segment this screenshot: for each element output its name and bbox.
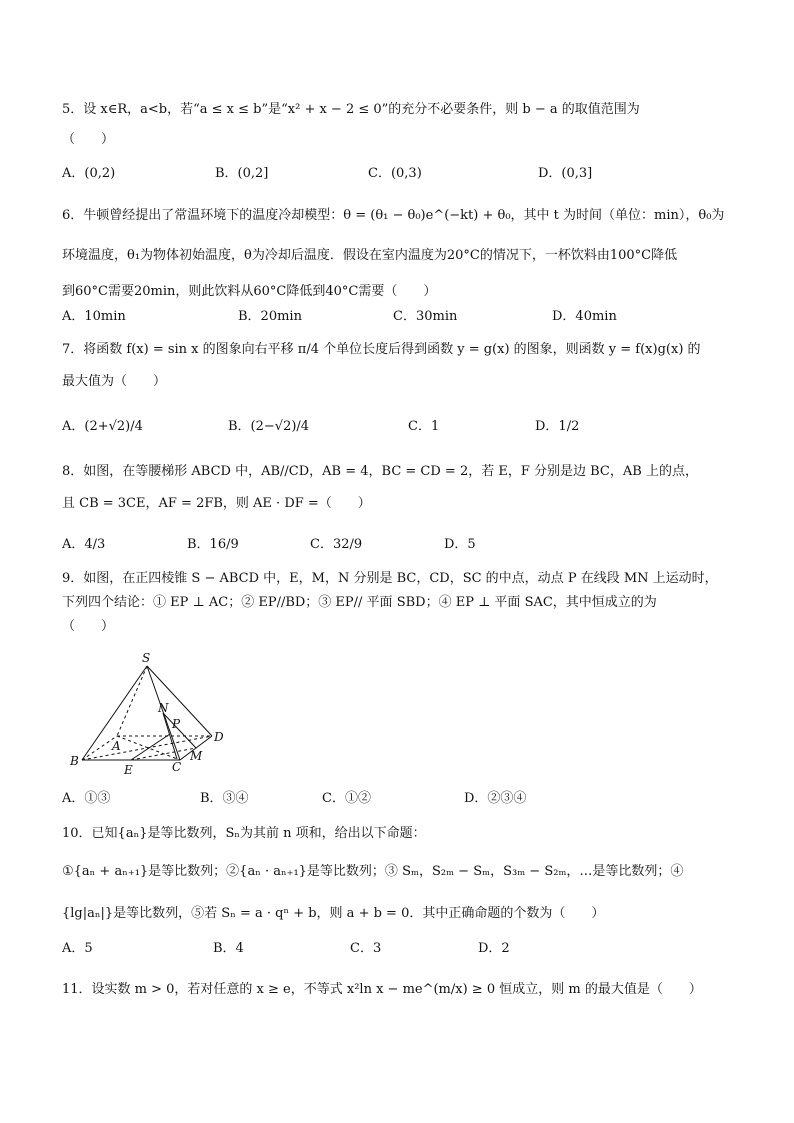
q6-option-a[interactable]: A．10min — [62, 309, 126, 324]
figure-label-p: P — [172, 717, 181, 731]
figure-label-d: D — [214, 730, 224, 744]
figure-label-n: N — [158, 701, 169, 715]
q5-option-c[interactable]: C．(0,3) — [368, 166, 422, 181]
q9-line-3: （ ） — [62, 619, 115, 634]
q8-option-a[interactable]: A．4/3 — [62, 537, 106, 552]
q11-line-1: 11．设实数 m > 0，若对任意的 x ≥ e，不等式 x²ln x − me^(m/x) ≥ 0 恒成立，则 m 的最大值是（ ） — [62, 982, 702, 997]
q5-option-b[interactable]: B．(0,2] — [215, 166, 269, 181]
q6-line-2: 环境温度，θ₁为物体初始温度，θ为冷却后温度．假设在室内温度为20°C的情况下，一杯饮料由100°C降低 — [62, 248, 678, 263]
q5-option-d[interactable]: D．(0,3] — [538, 166, 593, 181]
q7-option-c[interactable]: C．1 — [408, 419, 440, 434]
q6-option-d[interactable]: D．40min — [552, 309, 617, 324]
q8-line-1: 8．如图，在等腰梯形 ABCD 中，AB//CD，AB = 4，BC = CD = 2，若 E，F 分别是边 BC，AB 上的点， — [62, 464, 698, 479]
q7-line-2: 最大值为（ ） — [62, 374, 167, 389]
pyramid-figure — [62, 644, 232, 784]
q5-line-1: 5．设 x∈R，a<b，若“a ≤ x ≤ b”是“x² + x − 2 ≤ 0”的充分不必要条件，则 b − a 的取值范围为 — [62, 102, 640, 117]
figure-label-e: E — [124, 763, 133, 777]
q9-option-c[interactable]: C．①② — [322, 791, 371, 806]
q6-option-b[interactable]: B．20min — [238, 309, 302, 324]
figure-label-m: M — [190, 749, 203, 763]
q8-line-2: 且 CB = 3CE，AF = 2FB，则 AE · DF =（ ） — [62, 496, 371, 511]
q9-option-d[interactable]: D．②③④ — [464, 791, 527, 806]
q7-option-a[interactable]: A．(2+√2)/4 — [62, 419, 143, 434]
q10-option-d[interactable]: D．2 — [478, 941, 510, 956]
q7-option-b[interactable]: B．(2−√2)/4 — [228, 419, 310, 434]
q9-line-1: 9．如图，在正四棱锥 S − ABCD 中，E，M，N 分别是 BC，CD，SC 的中点，动点 P 在线段 MN 上运动时， — [62, 571, 718, 586]
q10-option-b[interactable]: B．4 — [213, 941, 244, 956]
figure-label-b: B — [70, 754, 79, 768]
q7-line-1: 7．将函数 f(x) = sin x 的图象向右平移 π/4 个单位长度后得到函数 y = g(x) 的图象，则函数 y = f(x)g(x) 的 — [62, 342, 701, 357]
q5-option-a[interactable]: A．(0,2) — [62, 166, 116, 181]
q10-option-a[interactable]: A．5 — [62, 941, 93, 956]
q10-line-3: {lg|aₙ|}是等比数列，⑤若 Sₙ = a · qⁿ + b，则 a + b = 0．其中正确命题的个数为（ ） — [62, 906, 605, 921]
figure-label-c: C — [172, 760, 182, 774]
q5-line-2: （ ） — [62, 132, 115, 147]
q10-line-2: ①{aₙ + aₙ₊₁}是等比数列；②{aₙ · aₙ₊₁}是等比数列；③ Sₘ，S₂ₘ − Sₘ，S₃ₘ − S₂ₘ，…是等比数列；④ — [62, 864, 684, 879]
q10-line-1: 10．已知{aₙ}是等比数列，Sₙ为其前 n 项和，给出以下命题： — [62, 826, 426, 841]
q7-option-d[interactable]: D．1/2 — [535, 419, 580, 434]
q8-option-d[interactable]: D．5 — [444, 537, 476, 552]
figure-label-a: A — [112, 739, 121, 753]
figure-label-s: S — [142, 651, 151, 665]
q9-option-b[interactable]: B．③④ — [200, 791, 249, 806]
q6-option-c[interactable]: C．30min — [393, 309, 458, 324]
q9-option-a[interactable]: A．①③ — [62, 791, 111, 806]
q6-line-1: 6．牛顿曾经提出了常温环境下的温度冷却模型：θ = (θ₁ − θ₀)e^(−kt) + θ₀，其中 t 为时间（单位：min），θ₀为 — [62, 208, 725, 223]
q8-option-b[interactable]: B．16/9 — [187, 537, 239, 552]
q10-option-c[interactable]: C．3 — [350, 941, 382, 956]
q6-line-3: 到60°C需要20min，则此饮料从60°C降低到40°C需要（ ） — [62, 284, 437, 299]
q8-option-c[interactable]: C．32/9 — [310, 537, 363, 552]
q9-line-2: 下列四个结论：① EP ⊥ AC；② EP//BD；③ EP// 平面 SBD；④ EP ⊥ 平面 SAC，其中恒成立的为 — [62, 595, 657, 610]
